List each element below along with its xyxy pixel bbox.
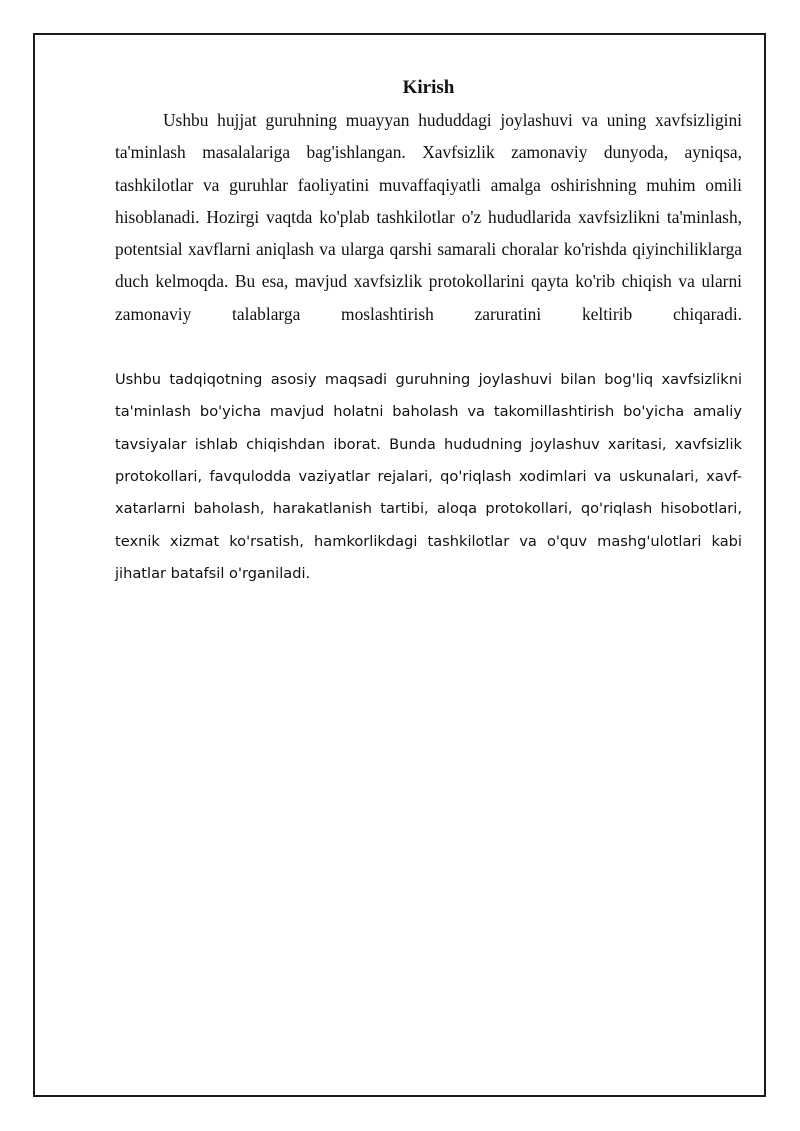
paragraph-intro: Ushbu hujjat guruhning muayyan hududdagi joylashuvi va uning xavfsizligini ta'minlash masalalariga bag'ishlangan. Xavfsizlik zamonaviy dunyoda, ayniqsa, tashkilotlar va guruhlar faoliyatini muvaffaqiyatli amalga oshirishning muhim omili hisoblanadi. Hozirgi vaqtda ko'plab tashkilotlar o'z hududlarida xavfsizlikni ta'minlash, potentsial xavflarni aniqlash va ularga qarshi samarali choralar ko'rishda qiyinchiliklarga duch kelmoqda. Bu esa, mavjud xavfsizlik protokollarini qayta ko'rib chiqish va ularni zamonaviy talablarga moslashtirish zaruratini keltirib chiqaradi. [115,110,742,324]
paragraph-goal: Ushbu tadqiqotning asosiy maqsadi guruhning joylashuvi bilan bog'liq xavfsizlikni ta'minlash bo'yicha mavjud holatni baholash va takomillashtirish bo'yicha amaliy tavsiyalar ishlab chiqishdan iborat. Bunda hududning joylashuv xaritasi, xavfsizlik protokollari, favqulodda vaziyatlar rejalari, qo'riqlash xodimlari va uskunalari, xavf-xatarlarni baholash, harakatlanish tartibi, aloqa protokollari, qo'riqlash hisobotlari, texnik xizmat ko'rsatish, hamkorlikdagi tashkilotlar va o'quv mashg'ulotlari kabi jihatlar batafsil o'rganiladi. [115,371,742,582]
document-body [115,75,742,590]
section-title: Kirish [402,77,455,98]
